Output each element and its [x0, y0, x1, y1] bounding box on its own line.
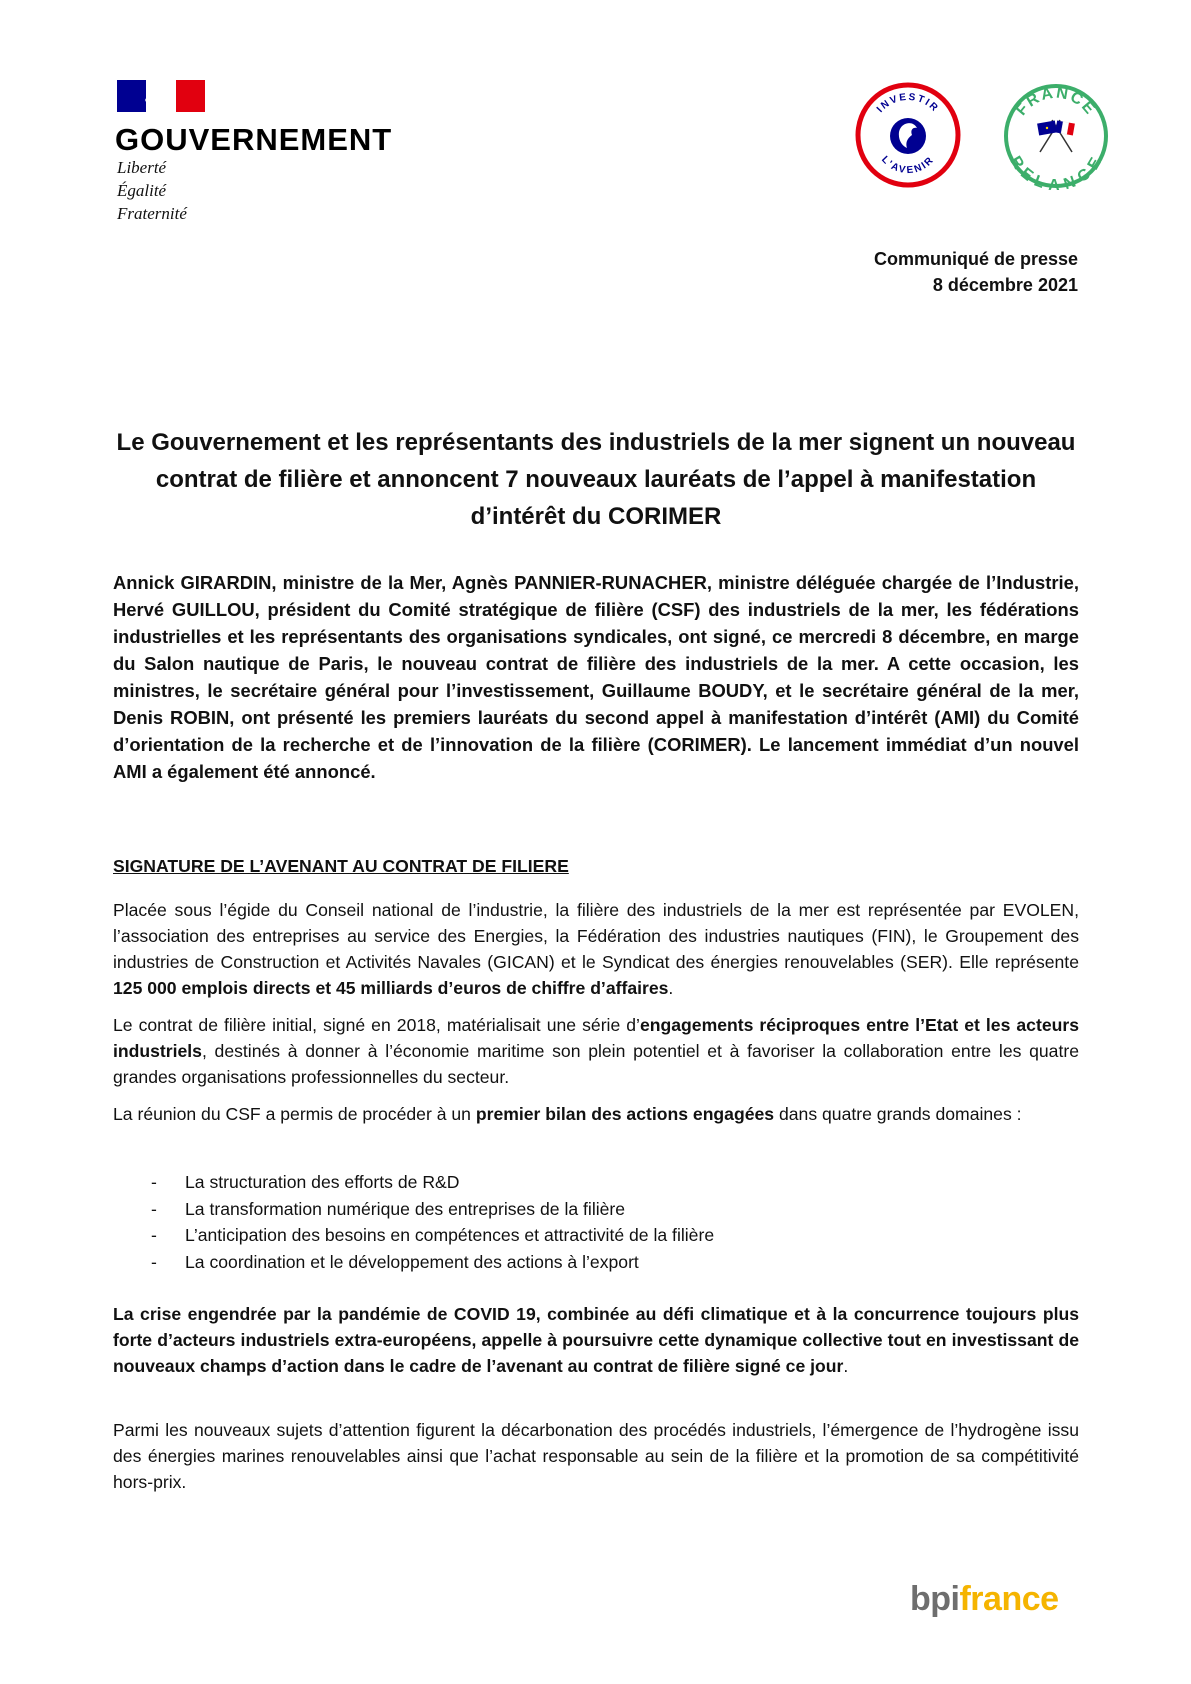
paragraph-nouveaux-sujets: Parmi les nouveaux sujets d’attention figurent la décarbonation des procédés industriels, l’émergence de l’hydrogène issu des énergies marines renouvelables ainsi que l’achat responsable au sein de la filière et la promotion de sa compétitivité hors-prix.: [113, 1420, 1079, 1492]
list-item-text: L’anticipation des besoins en compétences et attractivité de la filière: [185, 1225, 715, 1245]
list-item-text: La coordination et le développement des actions à l’export: [185, 1251, 639, 1272]
list-dash: -: [151, 1225, 157, 1245]
investir-text: INVESTIR: [874, 91, 941, 115]
paragraph-contrat-initial: [113, 1012, 1079, 1090]
marianne-profile-icon: [890, 118, 926, 154]
paragraph-end: dans quatre grands domaines :: [774, 1104, 1022, 1124]
bpi-wordmark: bpi: [910, 1580, 960, 1618]
paragraph-text: Le contrat de filière initial, signé en 2018, matérialisait une série d’: [113, 1015, 640, 1035]
government-wordmark: GOUVERNEMENT: [115, 122, 393, 157]
press-release-header: [874, 246, 1078, 298]
paragraph-filiere: [113, 897, 1079, 1001]
list-item: [147, 1196, 714, 1223]
list-dash: -: [151, 1198, 157, 1219]
paragraph-bilan: [113, 1101, 1079, 1127]
french-flag-icon: [117, 80, 205, 112]
motto-fraternite: Fraternité: [117, 204, 187, 223]
marianne-icon: [135, 80, 179, 112]
list-item: [147, 1222, 714, 1249]
list-dash: -: [151, 1172, 157, 1192]
motto-liberte: Liberté: [117, 158, 167, 177]
list-item-text: La structuration des efforts de R&D: [185, 1172, 460, 1192]
relance-text: RELANCE: [1006, 153, 1106, 190]
section-heading: SIGNATURE DE L’AVENANT AU CONTRAT DE FILIERE: [113, 856, 569, 876]
page-title: Le Gouvernement et les représentants des industriels de la mer signent un nouveau contrat de filière et annoncent 7 nouveaux lauréats de l’appel à manifestation d’intérêt du CORIMER: [116, 429, 1076, 530]
motto-egalite: Égalité: [117, 181, 167, 200]
avenir-text: L'AVENIR: [879, 154, 937, 177]
paragraph-bold: La crise engendrée par la pandémie de COVID 19, combinée au défi climatique et à la concurrence toujours plus forte d’acteurs industriels extra-européens, appelle à poursuivre cette dynamique collective tout en investissant de nouveaux champs d’action dans le cadre de l’avenant au contrat de filière signé ce jour: [113, 1304, 1079, 1376]
france-wordmark: france: [959, 1580, 1059, 1618]
domains-list: [147, 1169, 714, 1275]
bpifrance-logo: [910, 1580, 1059, 1619]
paragraph-end: , destinés à donner à l’économie maritime son plein potentiel et à favoriser la collaboration entre les quatre grandes organisations professionnelles du secteur.: [113, 1041, 1079, 1087]
paragraph-text: Placée sous l’égide du Conseil national de l’industrie, la filière des industriels de la mer est représentée par EVOLEN, l’association des entreprises au service des Energies, la Fédération des industries nautiques (FIN), le Groupement des industries de Construction et Activités Navales (GICAN) et le Syndicat des énergies renouvelables (SER). Elle représente: [113, 900, 1079, 972]
list-item: [147, 1249, 714, 1276]
investir-avenir-logo: [855, 82, 961, 188]
list-dash: -: [151, 1251, 157, 1272]
paragraph-end: .: [668, 978, 674, 998]
paragraph-bold: 125 000 emplois directs et 45 milliards d’euros de chiffre d’affaires: [113, 978, 669, 998]
list-item-text: La transformation numérique des entreprises de la filière: [185, 1198, 626, 1219]
release-date: 8 décembre 2021: [932, 275, 1078, 295]
france-relance-logo: [1002, 82, 1110, 190]
paragraph-crise: [113, 1301, 1079, 1379]
press-label: Communiqué de presse: [873, 249, 1078, 269]
government-logo: [115, 80, 415, 240]
paragraph-text: La réunion du CSF a permis de procéder à un: [113, 1104, 476, 1124]
paragraph-end: .: [843, 1356, 849, 1376]
france-text: FRANCE: [1012, 84, 1100, 119]
lead-paragraph: Annick GIRARDIN, ministre de la Mer, Agnès PANNIER-RUNACHER, ministre déléguée chargée de l’Industrie, Hervé GUILLOU, président du Comité stratégique de filière (CSF) des industriels de la mer, les fédérations industrielles et les représentants des organisations syndicales, ont signé, ce mercredi 8 décembre, en marge du Salon nautique de Paris, le nouveau contrat de filière des industriels de la mer. A cette occasion, les ministres, le secrétaire général pour l’investissement, Guillaume BOUDY, et le secrétaire général de la mer, Denis ROBIN, ont présenté les premiers lauréats du second appel à manifestation d’intérêt (AMI) du Comité d’orientation de la recherche et de l’innovation de la filière (CORIMER). Le lancement immédiat d’un nouvel AMI a également été annoncé.: [113, 572, 1079, 782]
list-item: [147, 1169, 714, 1196]
paragraph-bold: premier bilan des actions engagées: [475, 1104, 775, 1124]
paragraph-bold: engagements réciproques entre l’Etat et les acteurs industriels: [113, 1015, 1079, 1061]
